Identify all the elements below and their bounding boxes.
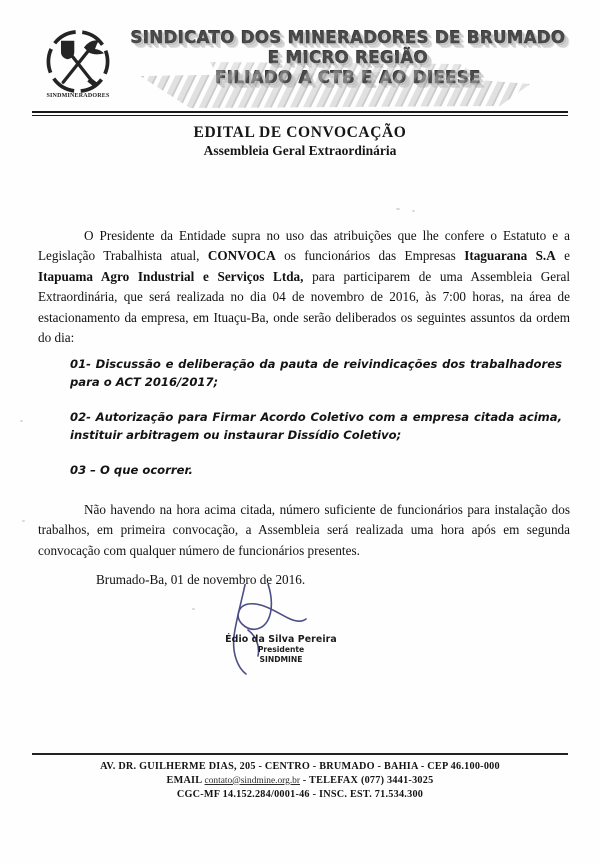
letterhead-title xyxy=(118,28,578,88)
date-line: Brumado-Ba, 01 de novembro de 2016. xyxy=(96,572,306,587)
logo-caption: SINDMINERADORES xyxy=(46,93,110,99)
footer-email-link[interactable]: contato@sindmine.org.br xyxy=(204,775,300,786)
footer-divider xyxy=(32,753,568,755)
footer xyxy=(0,760,600,802)
letterhead-title-line-2: E MICRO REGIÃO xyxy=(267,48,429,67)
intro-part-2: os funcionários das Empresas xyxy=(275,248,465,264)
page-subtitle: Assembleia Geral Extraordinária xyxy=(203,143,397,158)
intro-part-1: O Presidente da Entidade supra no uso das atribuições que lhe confere o Estatuto e a Legislação Trabalhista atual, xyxy=(38,228,570,264)
footer-telefax: - TELEFAX (077) 3441-3025 xyxy=(299,774,434,786)
footer-contact xyxy=(0,774,600,789)
agenda-list xyxy=(70,356,562,480)
intro-paragraph xyxy=(38,226,570,348)
intro-part-4: para participarem de uma Assembleia Geral Extraordinária, que será realizada no dia 04 de novembro de 2016, às 7:00 horas, na área de estacionamento da empresa, em Ituaçu-Ba, onde serão deliberados os seguintes assuntos da ordem do dia: xyxy=(38,268,570,346)
footer-address: AV. DR. GUILHERME DIAS, 205 - CENTRO - BRUMADO - BAHIA - CEP 46.100-000 xyxy=(100,761,500,772)
scan-speck xyxy=(192,608,195,610)
footer-registration: CGC-MF 14.152.284/0001-46 - INSC. EST. 71.534.300 xyxy=(176,789,424,801)
agenda-item: 01- Discussão e deliberação da pauta de reivindicações dos trabalhadores para o ACT 2016/2017; xyxy=(70,357,562,389)
footer-email-label: EMAIL xyxy=(166,774,205,786)
crossed-shovel-pickaxe-icon xyxy=(41,26,115,100)
signature-role: Presidente xyxy=(257,645,305,654)
letterhead xyxy=(0,22,600,110)
scan-speck xyxy=(20,420,23,422)
company-name-2: Itapuama Agro Industrial e Serviços Ltda, xyxy=(38,268,304,284)
page-title: EDITAL DE CONVOCAÇÃO xyxy=(193,124,407,141)
signature-name: Édio da Silva Pereira xyxy=(225,634,337,645)
closing-paragraph: Não havendo na hora acima citada, número suficiente de funcionários para instalação dos trabalhos, em primeira convocação, a Assembleia será realizada uma hora após em segunda convocação com qualquer número de funcionários presentes. xyxy=(38,502,570,558)
company-name-1: Itaguarana S.A xyxy=(464,248,556,264)
letterhead-title-line-3: FILIADO A CTB E AO DIEESE xyxy=(215,68,481,87)
convoca-keyword: CONVOCA xyxy=(207,248,276,264)
union-logo xyxy=(32,26,124,99)
signature-block xyxy=(176,588,386,664)
scan-speck xyxy=(396,208,400,210)
intro-part-3: e xyxy=(555,248,571,264)
signature-organization: SINDMINE xyxy=(259,654,303,664)
header-divider xyxy=(32,111,568,116)
letterhead-title-line-1: SINDICATO DOS MINERADORES DE BRUMADO xyxy=(130,28,566,47)
agenda-item: 03 – O que ocorrer. xyxy=(70,463,193,478)
scan-speck xyxy=(22,520,25,522)
scan-speck xyxy=(412,210,415,212)
agenda-item: 02- Autorização para Firmar Acordo Coletivo com a empresa citada acima, instituir arbitragem ou instaurar Dissídio Coletivo; xyxy=(70,410,562,442)
